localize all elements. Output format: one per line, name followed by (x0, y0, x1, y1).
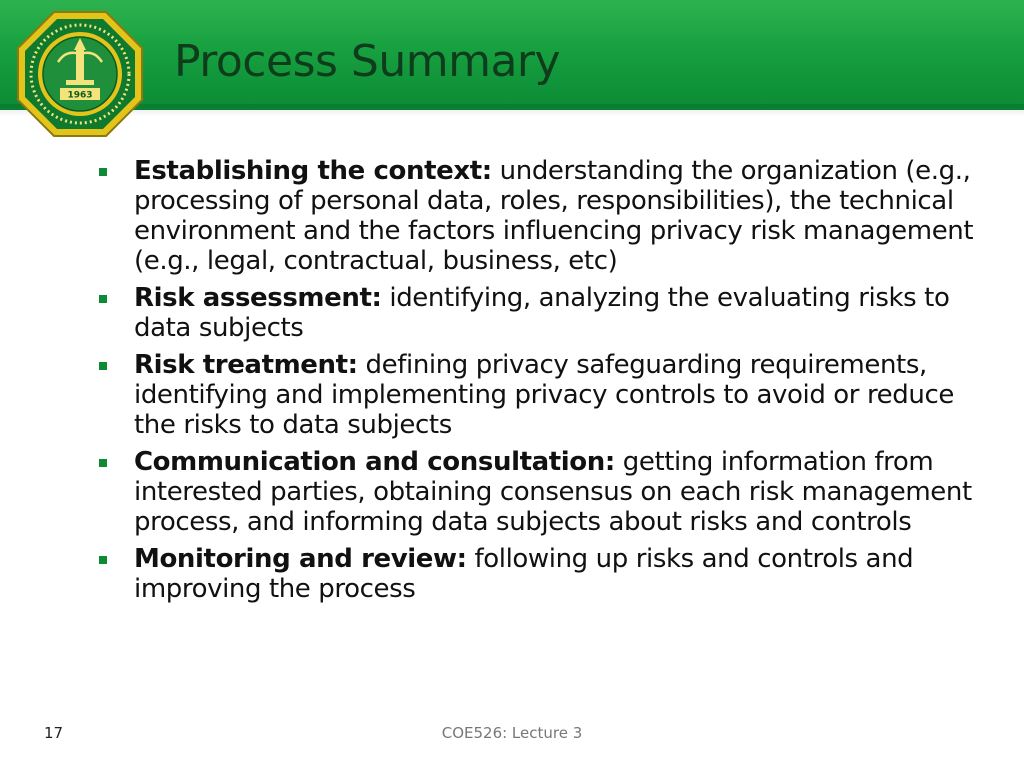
square-bullet-icon (99, 459, 107, 467)
bullet-term: Risk treatment: (134, 350, 358, 380)
list-item (96, 156, 976, 276)
bullet-text: defining privacy safeguarding requirements, identifying and implementing privacy controls to avoid or reduce the risks to data subjects (134, 350, 954, 440)
footer-course-label: COE526: Lecture 3 (441, 724, 583, 742)
list-item (96, 544, 976, 604)
bullet-text: identifying, analyzing the evaluating risks to data subjects (134, 283, 950, 343)
square-bullet-icon (99, 295, 107, 303)
bullet-term: Establishing the context: (134, 156, 492, 186)
list-item (96, 350, 976, 440)
logo-year: 1963 (67, 90, 93, 101)
slide-title: Process Summary (174, 36, 561, 87)
bullet-text: following up risks and controls and improving the process (134, 544, 914, 604)
bullet-term: Risk assessment: (134, 283, 382, 313)
slide-number: 17 (44, 724, 64, 742)
bullet-term: Monitoring and review: (134, 544, 467, 574)
bullet-text: getting information from interested parties, obtaining consensus on each risk management process, and informing data subjects about risks and controls (134, 447, 972, 537)
square-bullet-icon (99, 362, 107, 370)
university-seal-logo (14, 8, 146, 140)
bullet-text: understanding the organization (e.g., processing of personal data, roles, responsibilities), the technical environment and the factors influencing privacy risk management (e.g., legal, contractual, business, etc) (134, 156, 974, 276)
list-item (96, 447, 976, 537)
bullet-term: Communication and consultation: (134, 447, 615, 477)
list-item (96, 283, 976, 343)
bullet-list (96, 156, 976, 611)
header-shadow (0, 104, 1024, 116)
square-bullet-icon (99, 168, 107, 176)
square-bullet-icon (99, 556, 107, 564)
